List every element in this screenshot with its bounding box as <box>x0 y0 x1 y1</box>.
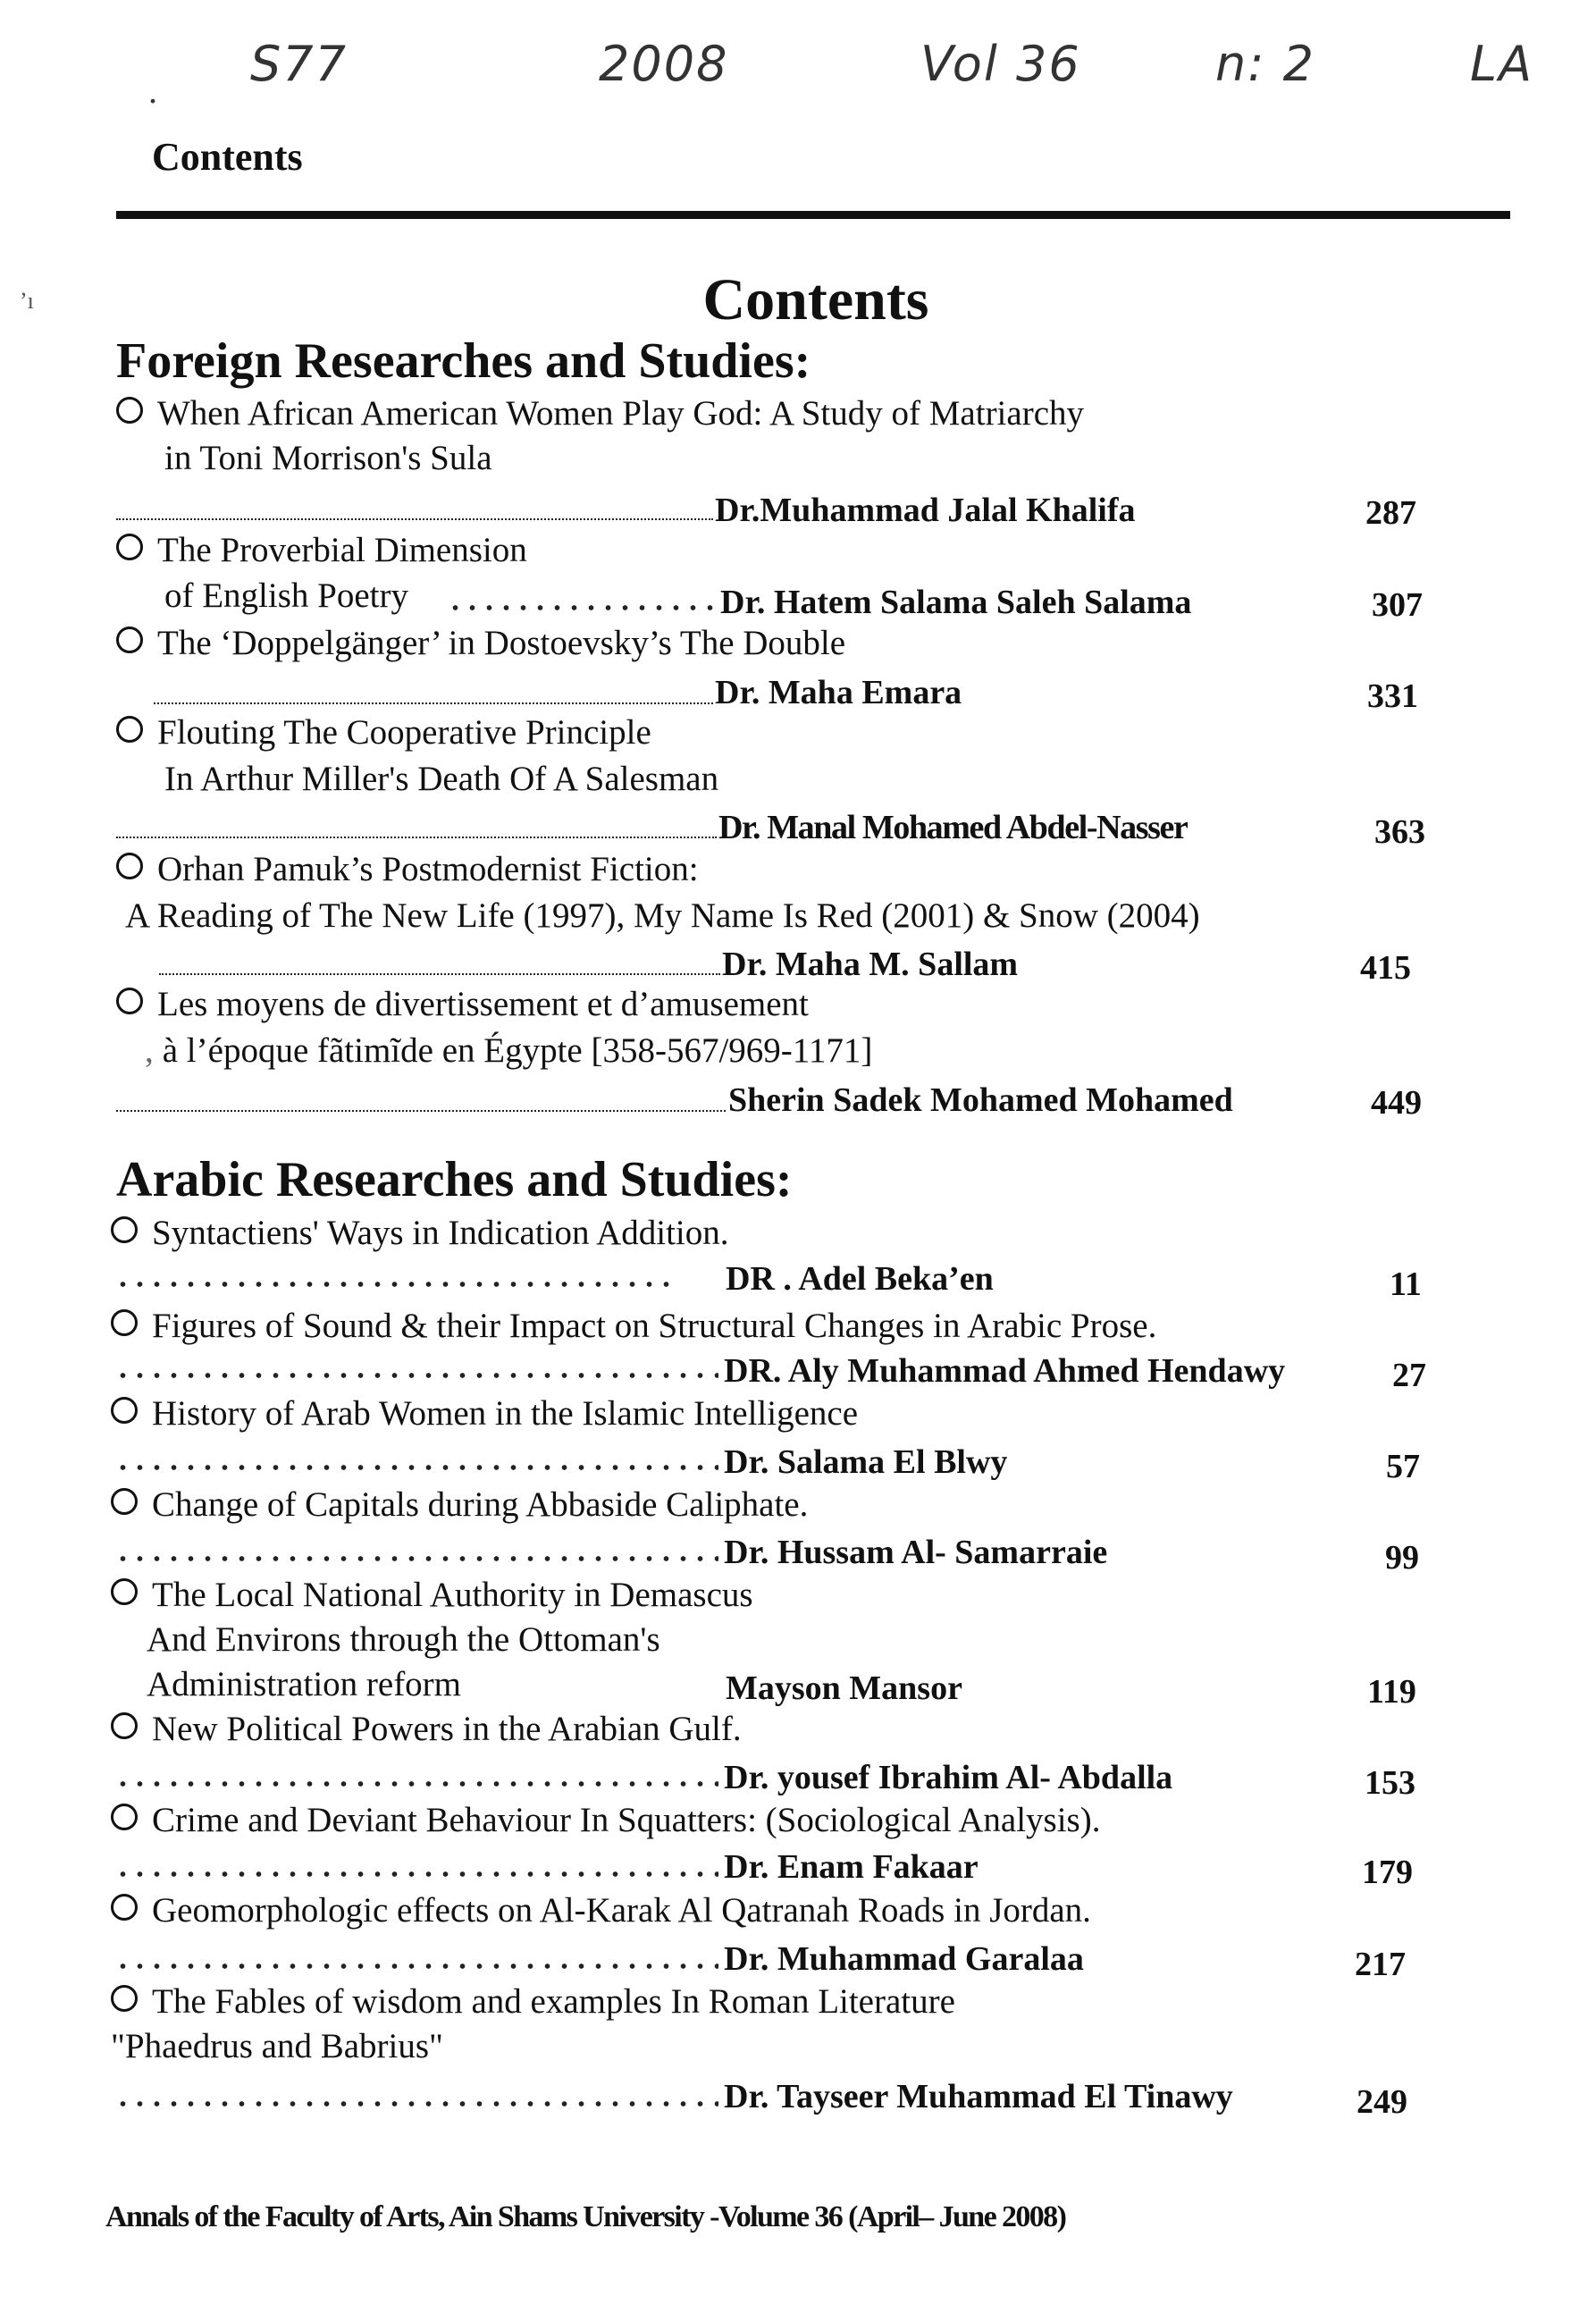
entry-title-line: Orhan Pamuk’s Postmodernist Fiction: <box>116 852 699 887</box>
entry-page-number: 287 <box>1365 494 1416 532</box>
entry-title-line: Administration reform <box>147 1665 462 1703</box>
handwritten-note: Vol 36 <box>920 36 1081 92</box>
entry-title-line: Crime and Deviant Behaviour In Squatters: (Sociological Analysis). <box>111 1803 1100 1837</box>
entry-author: Dr. Hussam Al- Samarraie <box>724 1534 1108 1571</box>
dot-leader <box>154 702 713 704</box>
entry-title-line: "Phaedrus and Babrius" <box>111 2027 443 2065</box>
entry-title-line: When African American Women Play God: A Study of Matriarchy <box>116 396 1084 431</box>
entry-title-line: New Political Powers in the Arabian Gulf. <box>111 1711 742 1746</box>
dot-leader <box>114 1463 718 1472</box>
entry-title-line: , à l’époque fãtimĩde en Égypte [358-567/969-1171] <box>145 1031 873 1070</box>
section-title-arabic: Arabic Researches and Studies: <box>116 1152 793 1207</box>
handwritten-note: S77 <box>250 36 348 92</box>
dot-leader <box>114 1554 718 1563</box>
handwritten-note: 2008 <box>599 36 729 92</box>
entry-title-line: A Reading of The New Life (1997), My Name Is Red (2001) & Snow (2004) <box>125 896 1200 935</box>
entry-title-line: Les moyens de divertissement et d’amusement <box>116 987 809 1022</box>
handwritten-note: n: 2 <box>1215 36 1315 92</box>
circle-bullet-icon <box>111 1309 138 1336</box>
entry-page-number: 449 <box>1371 1084 1422 1122</box>
entry-page-number: 363 <box>1374 813 1425 851</box>
entry-title-line: The Local National Authority in Demascus <box>111 1577 753 1612</box>
entry-author: DR . Adel Beka’en <box>726 1260 994 1298</box>
entry-page-number: 415 <box>1360 949 1411 987</box>
entry-page-number: 11 <box>1390 1266 1422 1303</box>
circle-bullet-icon <box>111 1712 138 1739</box>
entry-author: DR. Aly Muhammad Ahmed Hendawy <box>724 1352 1286 1390</box>
dot-leader <box>114 1962 718 1971</box>
circle-bullet-icon <box>111 1488 138 1515</box>
dot-leader <box>114 1870 718 1879</box>
circle-bullet-icon <box>116 397 143 424</box>
entry-page-number: 217 <box>1355 1946 1406 1983</box>
entry-title-line: The ‘Doppelgänger’ in Dostoevsky’s The Double <box>116 626 845 660</box>
circle-bullet-icon <box>111 1578 138 1605</box>
circle-bullet-icon <box>111 1397 138 1424</box>
dot-leader <box>114 1779 718 1788</box>
dot-leader <box>159 973 720 975</box>
entry-page-number: 57 <box>1386 1448 1420 1485</box>
dot-leader <box>114 1371 718 1380</box>
entry-page-number: 179 <box>1362 1854 1413 1891</box>
dot-leader <box>116 1110 726 1112</box>
entry-author: Mayson Mansor <box>726 1669 962 1707</box>
entry-page-number: 153 <box>1365 1764 1415 1802</box>
dot-leader <box>447 603 715 612</box>
circle-bullet-icon <box>116 534 143 560</box>
circle-bullet-icon <box>116 988 143 1014</box>
circle-bullet-icon <box>116 627 143 653</box>
entry-title-line: And Environs through the Ottoman's <box>147 1620 660 1659</box>
dot-leader <box>114 1280 679 1289</box>
page-footer: Annals of the Faculty of Arts, Ain Shams University -Volume 36 (April– June 2008) <box>105 2200 1066 2233</box>
handwritten-note: LA <box>1470 36 1534 92</box>
entry-title-line: History of Arab Women in the Islamic Intelligence <box>111 1396 858 1431</box>
circle-bullet-icon <box>116 853 143 879</box>
entry-author: Dr. Tayseer Muhammad El Tinawy <box>724 2078 1233 2115</box>
entry-page-number: 331 <box>1367 677 1418 715</box>
entry-author: Dr.Muhammad Jalal Khalifa <box>715 492 1136 529</box>
entry-author: Dr. Maha Emara <box>715 674 962 711</box>
entry-title-line: Geomorphologic effects on Al-Karak Al Qatranah Roads in Jordan. <box>111 1893 1091 1928</box>
circle-bullet-icon <box>111 1216 138 1243</box>
entry-author: Dr. Maha M. Sallam <box>722 946 1019 983</box>
entry-author: Dr. Hatem Salama Saleh Salama <box>720 584 1192 621</box>
circle-bullet-icon <box>111 1894 138 1921</box>
entry-author: Dr. Salama El Blwy <box>724 1443 1008 1481</box>
page-title: Contents <box>702 267 929 332</box>
entry-title-line: The Fables of wisdom and examples In Roman Literature <box>111 1984 955 2019</box>
entry-title-line: The Proverbial Dimension <box>116 533 527 568</box>
entry-title-line: In Arthur Miller's Death Of A Salesman <box>164 760 719 798</box>
circle-bullet-icon <box>116 716 143 743</box>
entry-page-number: 307 <box>1372 586 1423 624</box>
stray-mark: . <box>148 71 157 111</box>
entry-author: Dr. Enam Fakaar <box>724 1848 979 1886</box>
dot-leader <box>116 837 717 838</box>
section-title-foreign: Foreign Researches and Studies: <box>116 333 811 389</box>
entry-author: Dr. Manal Mohamed Abdel-Nasser <box>718 809 1188 846</box>
entry-title-line: of English Poetry <box>164 576 408 615</box>
entry-page-number: 27 <box>1392 1357 1426 1394</box>
entry-title-line: in Toni Morrison's Sula <box>164 439 492 477</box>
margin-mark: ʼı <box>20 288 34 314</box>
dot-leader <box>116 518 713 520</box>
entry-title-line: Syntactiens' Ways in Indication Addition. <box>111 1215 729 1250</box>
entry-title-line: Flouting The Cooperative Principle <box>116 715 651 750</box>
entry-author: Dr. yousef Ibrahim Al- Abdalla <box>724 1759 1173 1796</box>
entry-page-number: 119 <box>1367 1673 1416 1711</box>
circle-bullet-icon <box>111 1804 138 1830</box>
entry-page-number: 249 <box>1357 2083 1407 2121</box>
entry-title-line: Change of Capitals during Abbaside Caliphate. <box>111 1487 808 1522</box>
entry-title-line: Figures of Sound & their Impact on Structural Changes in Arabic Prose. <box>111 1308 1156 1343</box>
entry-page-number: 99 <box>1385 1539 1419 1577</box>
dot-leader <box>114 2099 718 2108</box>
running-head: Contents <box>152 135 303 179</box>
circle-bullet-icon <box>111 1985 138 2012</box>
entry-author: Sherin Sadek Mohamed Mohamed <box>728 1081 1233 1119</box>
entry-author: Dr. Muhammad Garalaa <box>724 1940 1084 1978</box>
